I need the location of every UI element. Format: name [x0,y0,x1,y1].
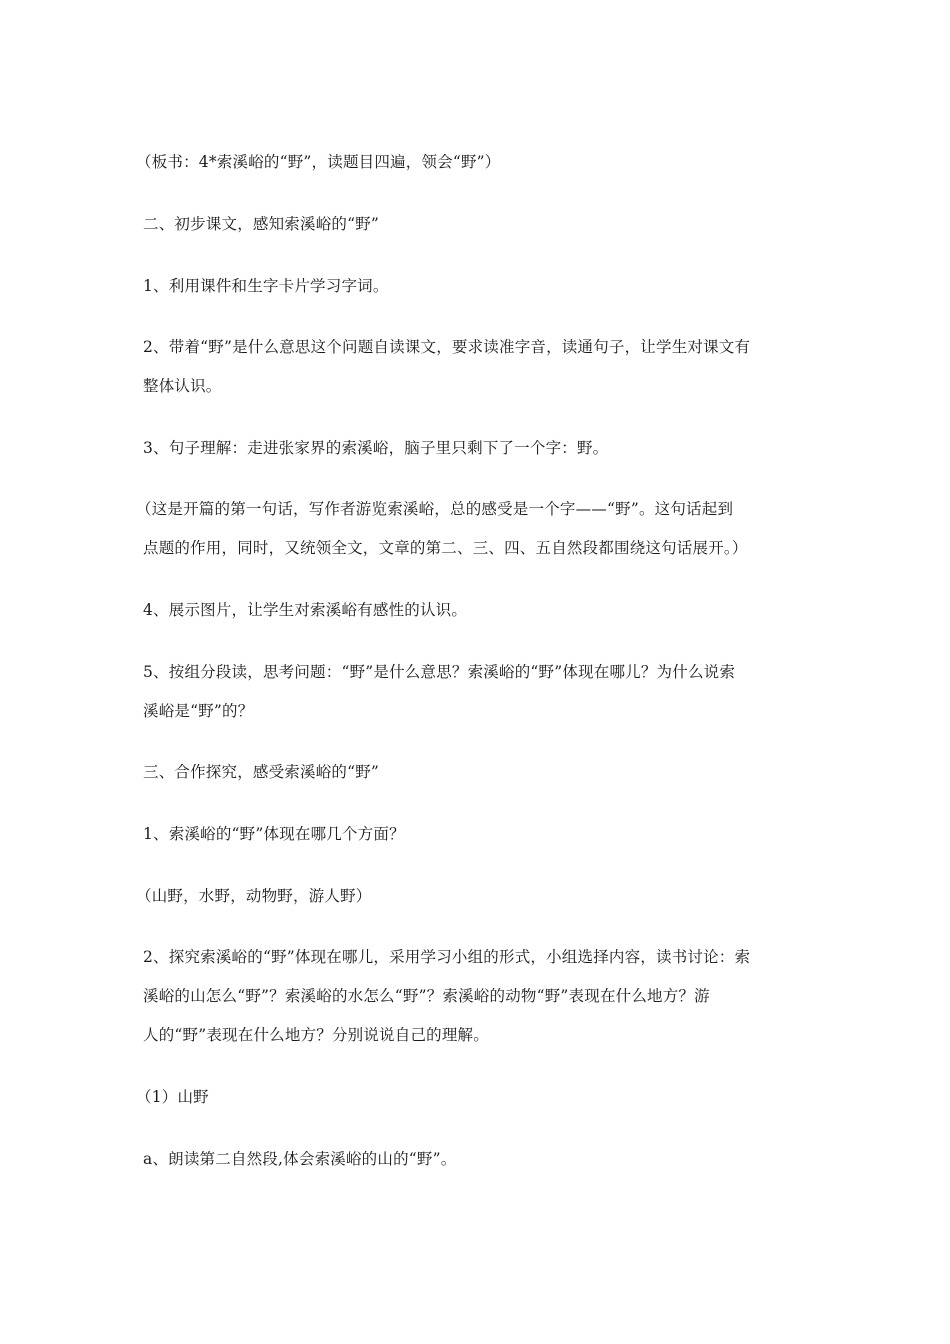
paragraph-line: 溪峪的山怎么“野”？索溪峪的水怎么“野”？索溪峪的动物“野”表现在什么地方？游 [143,987,710,1005]
paragraph-line: （山野，水野，动物野，游人野） [136,887,372,905]
paragraph-line: 5、按组分段读，思考问题：“野”是什么意思？索溪峪的“野”体现在哪儿？为什么说索 [143,663,736,681]
paragraph-line: 1、利用课件和生字卡片学习字词。 [143,277,389,295]
paragraph-line: 1、索溪峪的“野”体现在哪几个方面？ [143,825,405,843]
paragraph-line: a、朗读第二自然段,体会索溪峪的山的“野”。 [143,1150,457,1168]
blackboard-note: （板书：4*索溪峪的“野”，读题目四遍，领会“野”） [136,153,501,171]
subsection-heading: （1）山野 [136,1088,209,1106]
paragraph-line: 整体认识。 [143,377,222,395]
section-heading-3: 三、合作探究，感受索溪峪的“野” [143,763,380,781]
section-heading-2: 二、初步课文，感知索溪峪的“野” [143,215,380,233]
paragraph-line: 点题的作用，同时，又统领全文，文章的第二、三、四、五自然段都围绕这句话展开。） [143,539,748,557]
paragraph-line: 人的“野”表现在什么地方？分别说说自己的理解。 [143,1026,489,1044]
paragraph-line: 2、带着“野”是什么意思这个问题自读课文，要求读准字音，读通句子，让学生对课文有 [143,338,751,356]
paragraph-line: 2、探究索溪峪的“野”体现在哪儿，采用学习小组的形式，小组选择内容，读书讨论：索 [143,948,751,966]
paragraph-line: （这是开篇的第一句话，写作者游览索溪峪，总的感受是一个字——“野”。这句话起到 [136,500,734,518]
paragraph-line: 3、句子理解：走进张家界的索溪峪，脑子里只剩下了一个字：野。 [143,439,609,457]
paragraph-line: 4、展示图片，让学生对索溪峪有感性的认识。 [143,601,468,619]
paragraph-line: 溪峪是“野”的？ [143,702,254,720]
